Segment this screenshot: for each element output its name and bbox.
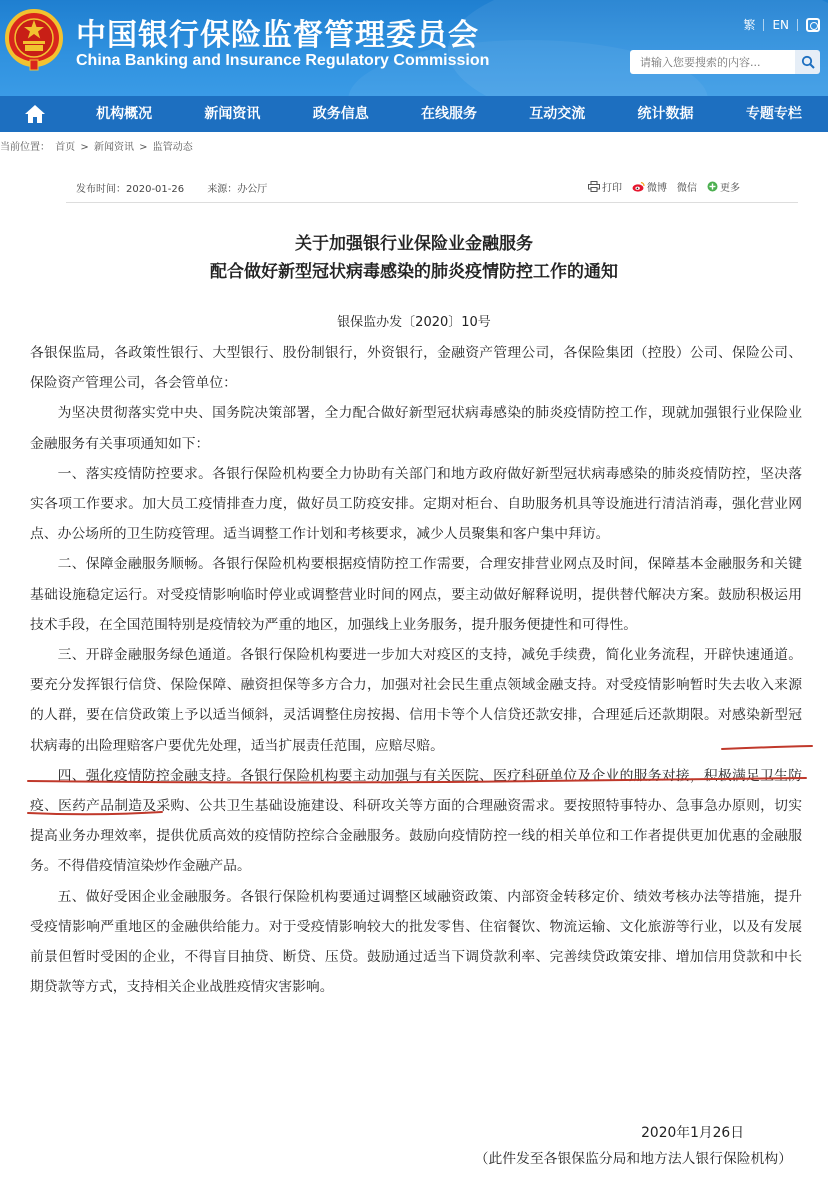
wechat-label: 微信 — [677, 183, 697, 194]
weibo-icon — [632, 181, 645, 192]
article-title-line-2: 配合做好新型冠状病毒感染的肺炎疫情防控工作的通知 — [210, 262, 618, 282]
breadcrumb-news[interactable]: 新闻资讯 — [93, 142, 134, 153]
search-button[interactable] — [795, 50, 820, 74]
nav-item-online-service[interactable]: 在线服务 — [420, 106, 477, 122]
article-body — [30, 338, 802, 1002]
search-input[interactable] — [630, 50, 795, 74]
weibo-share-button[interactable] — [632, 179, 667, 194]
nav-item-interaction[interactable]: 互动交流 — [529, 106, 586, 122]
plus-circle-icon — [707, 181, 718, 192]
lang-traditional-link[interactable]: 繁 — [743, 18, 756, 32]
breadcrumb-sep: > — [80, 142, 89, 153]
more-share-button[interactable] — [707, 179, 740, 194]
breadcrumb-home[interactable]: 首页 — [55, 142, 76, 153]
print-icon — [588, 181, 600, 192]
nav-item-gov-info[interactable]: 政务信息 — [312, 106, 369, 122]
article-meta — [76, 180, 287, 195]
main-nav — [0, 96, 828, 132]
meta-divider — [66, 202, 798, 203]
section-5-paragraph: 五、做好受困企业金融服务。各银行保险机构要通过调整区域融资政策、内部资金转移定价、绩效考核办法等措施，提升受疫情影响严重地区的金融供给能力。对于受疫情影响较大的批发零售、住宿餐饮、物流运输、文化旅游等行业，以及有发展前景但暂时受困的企业，不得盲目抽贷、断贷、压贷。鼓励通过适当下调贷款利率、完善续贷政策安排、增加信用贷款和中长期贷款等方式，支持相关企业战胜疫情灾害影响。 — [30, 888, 802, 996]
breadcrumb — [0, 138, 195, 153]
national-emblem-icon — [4, 8, 64, 72]
print-label: 打印 — [602, 183, 622, 194]
site-header — [0, 0, 828, 96]
home-icon — [24, 104, 46, 124]
more-label: 更多 — [720, 183, 740, 194]
addressees-paragraph: 各银保监局，各政策性银行、大型银行、股份制银行，外资银行，金融资产管理公司，各保险集团（控股）公司、保险公司、保险资产管理公司，各会管单位： — [30, 345, 802, 392]
print-button[interactable] — [588, 179, 622, 194]
lang-en-link[interactable]: EN — [772, 17, 789, 32]
wechat-share-button[interactable] — [677, 179, 697, 194]
breadcrumb-supervision[interactable]: 监管动态 — [152, 142, 193, 153]
article-title-line-1: 关于加强银行业保险业金融服务 — [295, 234, 533, 254]
nav-home[interactable] — [0, 96, 70, 132]
lang-separator — [763, 19, 764, 31]
section-2-paragraph: 二、保障金融服务顺畅。各银行保险机构要根据疫情防控工作需要，合理安排营业网点及时间，保障基本金融服务和关键基础设施稳定运行。对受疫情影响临时停业或调整营业时间的网点，要主动做好解释说明，提供替代解决方案。鼓励积极运用技术手段，在全国范围特别是疫情较为严重的地区，加强线上业务服务，提升服务便捷性和可得性。 — [30, 556, 802, 633]
search-icon — [801, 55, 815, 69]
distribution-note: （此件发至各银保监分局和地方法人银行保险机构） — [474, 1151, 792, 1167]
nav-item-news[interactable]: 新闻资讯 — [204, 106, 261, 122]
section-1-paragraph: 一、落实疫情防控要求。各银行保险机构要全力协助有关部门和地方政府做好新型冠状病毒感染的肺炎疫情防控，坚决落实各项工作要求。加大员工疫情排查力度，做好员工防疫安排。定期对柜台、自助服务机具等设施进行清洁消毒，强化营业网点、办公场所的卫生防疫管理。适当调整工作计划和考核要求，减少人员聚集和客户集中拜访。 — [30, 465, 802, 543]
document-number: 银保监办发〔2020〕10号 — [337, 315, 491, 330]
publish-time: 发布时间：2020-01-26 — [76, 184, 185, 195]
lang-separator-2 — [797, 19, 798, 31]
nav-item-topics[interactable]: 专题专栏 — [745, 106, 802, 122]
search-box — [630, 50, 820, 74]
article-source: 来源：办公厅 — [207, 184, 268, 195]
nav-item-about[interactable]: 机构概况 — [96, 106, 153, 122]
section-3-paragraph: 三、开辟金融服务绿色通道。各银行保险机构要进一步加大对疫区的支持，减免手续费，简化业务流程，开辟快速通道。要充分发挥银行信贷、保险保障、融资担保等多方合力，加强对社会民生重点领域金融支持。对受疫情影响暂时失去收入来源的人群，要在信贷政策上予以适当倾斜，灵活调整住房按揭、信用卡等个人信贷还款安排，合理延后还款期限。对感染新型冠状病毒的出险理赔客户要优先处理，适当扩展责任范围，应赔尽赔。 — [30, 647, 802, 754]
weibo-label: 微博 — [647, 183, 667, 194]
intro-paragraph: 为坚决贯彻落实党中央、国务院决策部署，全力配合做好新型冠状病毒感染的肺炎疫情防控工作，现就加强银行业保险业金融服务有关事项通知如下： — [30, 405, 802, 452]
accessibility-icon[interactable] — [806, 18, 820, 32]
nav-item-statistics[interactable]: 统计数据 — [637, 106, 694, 122]
site-title-cn: 中国银行保险监督管理委员会 — [76, 18, 479, 53]
document-date: 2020年1月26日 — [641, 1125, 744, 1141]
share-bar — [588, 179, 740, 194]
site-title-en: China Banking and Insurance Regulatory Commission — [76, 52, 490, 69]
section-4-paragraph: 四、强化疫情防控金融支持。各银行保险机构要主动加强与有关医院、医疗科研单位及企业的服务对接，积极满足卫生防疫、医药产品制造及采购、公共卫生基础设施建设、科研攻关等方面的合理融资需求。要按照特事特办、急事急办原则，切实提高业务办理效率，提供优质高效的疫情防控综合金融服务。鼓励向疫情防控一线的相关单位和工作者提供更加优惠的金融服务。不得借疫情渲染炒作金融产品。 — [30, 767, 802, 875]
breadcrumb-sep-2: > — [139, 142, 148, 153]
language-bar — [743, 16, 820, 33]
breadcrumb-prefix: 当前位置： — [0, 142, 50, 153]
